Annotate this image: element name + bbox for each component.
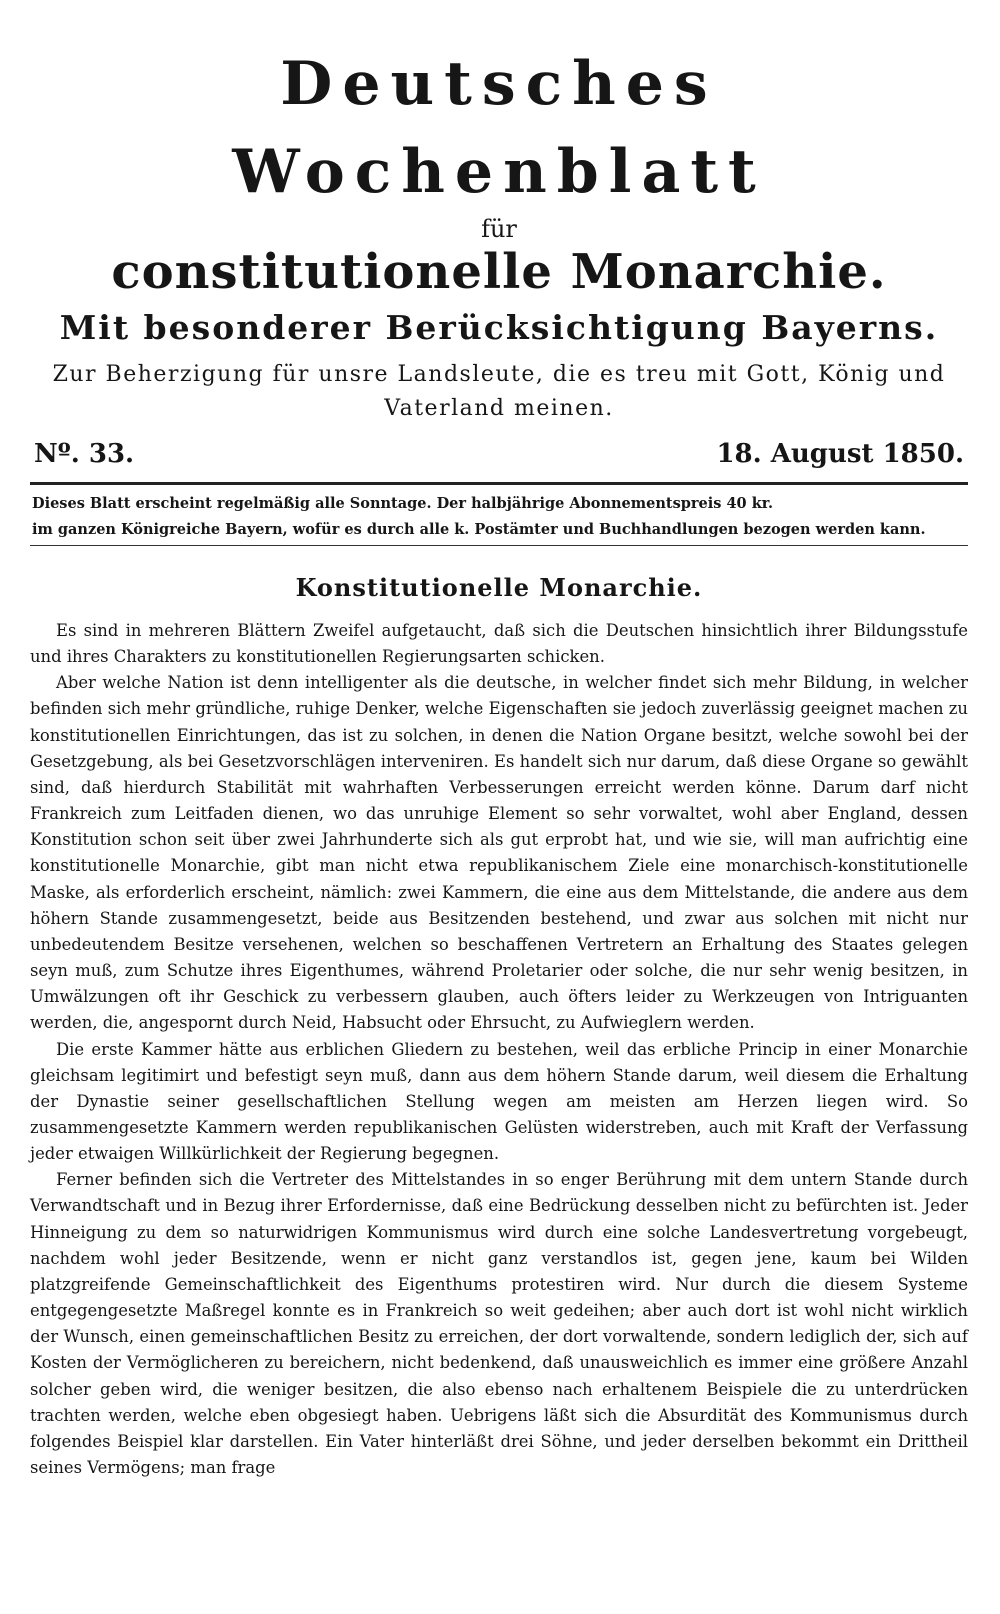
- article-paragraph: Es sind in mehreren Blättern Zweifel aufgetaucht, daß sich die Deutschen hinsichtlich ihrer Bildungsstufe und ihres Charakters zu konstitutionellen Regierungsarten schicken.: [30, 621, 968, 667]
- masthead: [30, 40, 968, 426]
- masthead-subtitle-2: Mit besonderer Berücksichtigung Bayerns.: [59, 308, 939, 347]
- notice-line-2: im ganzen Königreiche Bayern, wofür es durch alle k. Postämter und Buchhandlungen bezogen werden kann.: [32, 521, 926, 538]
- notice-line-1: Dieses Blatt erscheint regelmäßig alle Sonntage. Der halbjährige Abonnementspreis 40 kr.: [32, 495, 774, 512]
- newspaper-page: [30, 40, 968, 1481]
- masthead-fuer: für: [481, 215, 517, 243]
- subscription-notice: [30, 485, 968, 545]
- issue-row: [30, 434, 968, 474]
- article-paragraph: Aber welche Nation ist denn intelligenter als die deutsche, in welcher findet sich mehr Bildung, in welcher befinden sich mehr gründliche, ruhige Denker, welche Eigenschaften sie jedoch zuverlässig geeignet machen zu konstitutionellen Einrichtungen, das ist zu solchen, in denen die Nation Organe besitzt, welche sowohl bei der Gesetzgebung, als bei Gesetzvorschlägen interveniren. Es handelt sich nur darum, daß diese Organe so gewählt sind, daß hierdurch Stabilität mit wahrhaften Verbesserungen erreicht werden könne. Darum darf nicht Frankreich zum Leitfaden dienen, wo das unruhige Element so sehr vorwaltet, wohl aber England, dessen Konstitution schon seit über zwei Jahrhunderte sich als gut erprobt hat, und wie sie, will man aufrichtig eine konstitutionelle Monarchie, gibt man nicht etwa republikanischem Ziele eine monarchisch-konstitutionelle Maske, als erforderlich erscheint, nämlich: zwei Kammern, die eine aus dem Mittelstande, die andere aus dem höhern Stande zusammengesetzt, beide aus Besitzenden bestehend, und zwar aus solchen mit nicht nur unbedeutendem Besitze versehenen, welchen so beschaffenen Vertretern an Erhaltung des Staates gelegen seyn muß, zum Schutze ihres Eigenthumes, während Proletarier oder solche, die nur sehr wenig besitzen, in Umwälzungen oft ihr Geschick zu verbessern glauben, auch öfters leider zu Werkzeugen von Intriguanten werden, die, angespornt durch Neid, Habsucht oder Ehrsucht, zu Aufwieglern werden.: [30, 673, 968, 1033]
- masthead-subtitle: constitutionelle Monarchie.: [111, 244, 887, 300]
- article-body: [30, 618, 968, 1481]
- article-paragraph: Die erste Kammer hätte aus erblichen Gliedern zu bestehen, weil das erbliche Princip in einer Monarchie gleichsam legitimirt und befestigt seyn muß, dann aus dem höhern Stande darum, weil diesem die Erhaltung der Dynastie seiner gesellschaftlichen Stellung wegen am meisten am Herzen liegen wird. So zusammengesetzte Kammern werden republikanischen Gelüsten widerstreben, auch mit Kraft der Verfassung jeder etwaigen Willkürlichkeit der Regierung begegnen.: [30, 1039, 968, 1164]
- issue-date: 18. August 1850.: [716, 439, 964, 469]
- article-title: Konstitutionelle Monarchie.: [295, 573, 703, 602]
- issue-number: Nº. 33.: [34, 439, 135, 469]
- masthead-motto: Zur Beherzigung für unsre Landsleute, die es treu mit Gott, König und Vaterland meinen.: [52, 362, 946, 421]
- masthead-title: Deutsches Wochenblatt: [232, 49, 766, 207]
- bottom-divider: [30, 545, 968, 546]
- article-paragraph: Ferner befinden sich die Vertreter des Mittelstandes in so enger Berührung mit dem untern Stande durch Verwandtschaft und in Bezug ihrer Erfordernisse, daß eine Bedrückung desselben nicht zu befürchten ist. Jeder Hinneigung zu dem so naturwidrigen Kommunismus wird durch eine solche Landesvertretung vorgebeugt, nachdem wohl jeder Besitzende, wenn er nicht ganz verstandlos ist, gegen jene, kaum bei Wilden platzgreifende Gemeinschaftlichkeit des Eigenthums protestiren wird. Nur durch die diesem Systeme entgegengesetzte Maßregel konnte es in Frankreich so weit gedeihen; aber auch dort ist wohl nicht wirklich der Wunsch, einen gemeinschaftlichen Besitz zu erreichen, der dort vorwaltende, sondern lediglich der, sich auf Kosten der Vermöglicheren zu bereichern, nicht bedenkend, daß unausweichlich es immer eine größere Anzahl solcher geben wird, die weniger besitzen, die also ebenso nach erhaltenem Beispiele die zu unterdrücken trachten werden, welche eben obgesiegt haben. Uebrigens läßt sich die Absurdität des Kommunismus durch folgendes Beispiel klar darstellen. Ein Vater hinterläßt drei Söhne, und jeder derselben bekommt ein Drittheil seines Vermögens; man frage: [30, 1170, 968, 1477]
